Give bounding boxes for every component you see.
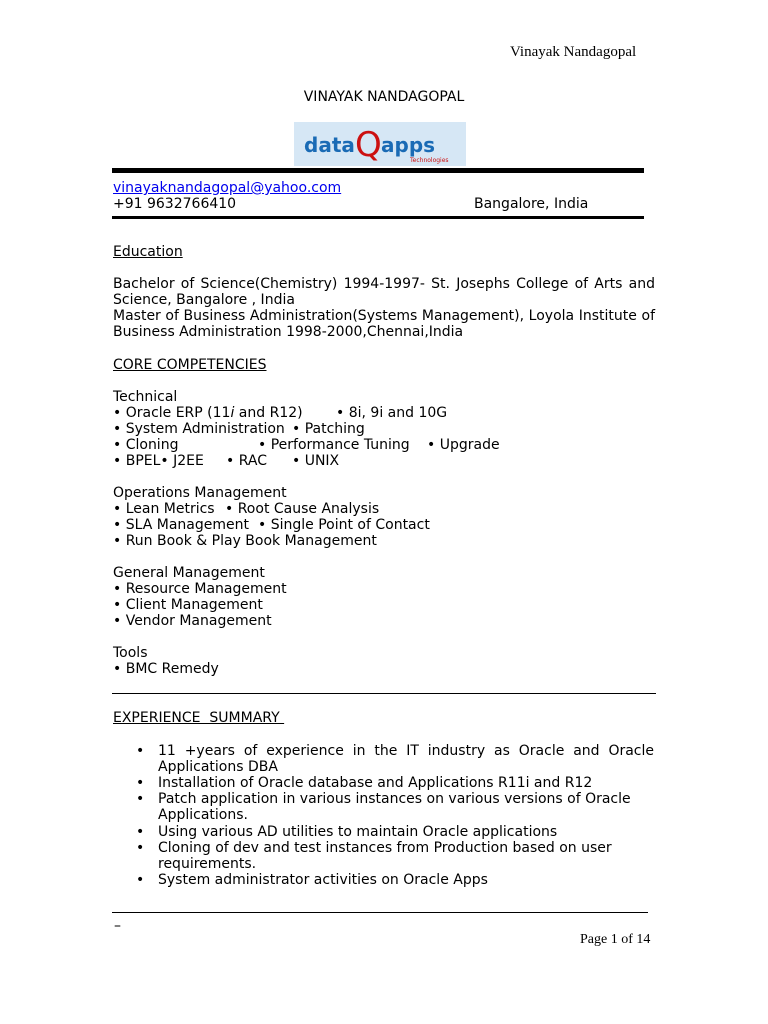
core-competencies-heading: CORE COMPETENCIES [113,357,267,373]
svg-text:Technologies: Technologies [410,157,449,164]
section-divider [112,693,656,694]
skill-unix: • UNIX [292,453,340,469]
skill-oracle-erp: • Oracle ERP (11i and R12) [113,405,303,421]
skill-upgrade: • Upgrade [427,437,500,453]
technical-row-3 [113,437,500,453]
tools-label: Tools [113,645,148,661]
footer-rule [112,912,648,913]
skill-bpel-j2ee: • BPEL• J2EE [113,453,204,469]
experience-item: • Using various AD utilities to maintain Oracle applications [136,824,558,840]
bullet-dot: • [136,872,145,888]
skill-db-versions: • 8i, 9i and 10G [336,405,448,421]
technical-label: Technical [113,389,178,405]
company-logo [294,122,466,166]
education-line-2: Master of Business Administration(Systems Management), Loyola Institute of Business Administration 1998-2000,Chennai,India [113,308,655,340]
education-heading: Education [113,244,183,260]
running-header-name: Vinayak Nandagopal [510,44,637,60]
bullet-dot: • [136,791,145,807]
bullet-dot: • [136,824,145,840]
footer-dash: – [114,918,121,934]
experience-item: • System administrator activities on Oracle Apps [136,872,488,888]
tools-item: • BMC Remedy [113,661,219,677]
general-item: • Vendor Management [113,613,272,629]
skill-spoc: • Single Point of Contact [258,517,430,533]
email-link[interactable]: vinayaknandagopal@yahoo.com [113,180,342,196]
skill-lean-metrics: • Lean Metrics [113,501,215,517]
svg-text:data: data [304,133,355,157]
skill-rac: • RAC [226,453,267,469]
experience-item: • Installation of Oracle database and Applications R11i and R12 [136,775,593,791]
bullet-dot: • [136,775,145,791]
general-management-label: General Management [113,565,265,581]
bullet-dot: • [136,743,145,759]
technical-row-4 [113,453,340,469]
experience-item: • 11 +years of experience in the IT industry as Oracle and Oracle Applications DBA [136,743,654,775]
skill-cloning: • Cloning [113,437,179,453]
technical-row-2 [113,421,365,437]
operations-row-1 [113,501,380,517]
skill-runbook: • Run Book & Play Book Management [113,533,377,549]
operations-label: Operations Management [113,485,287,501]
page-number: Page 1 of 14 [580,932,651,947]
technical-row-1 [113,405,448,421]
phone-number: +91 9632766410 [113,196,237,212]
experience-item: • Patch application in various instances on various versions of Oracle Applications. [136,791,631,823]
operations-row-2 [113,517,430,533]
skill-sysadmin: • System Administration [113,421,285,437]
general-item: • Client Management [113,597,263,613]
resume-title: VINAYAK NANDAGOPAL [303,89,465,105]
skill-sla: • SLA Management [113,517,249,533]
general-item: • Resource Management [113,581,287,597]
experience-heading: EXPERIENCE SUMMARY [113,710,285,726]
contact-rule [112,216,644,219]
operations-row-3 [113,533,377,549]
svg-text:apps: apps [381,133,436,157]
location: Bangalore, India [474,196,589,212]
header-rule [112,168,644,173]
skill-performance-tuning: • Performance Tuning [258,437,410,453]
skill-rca: • Root Cause Analysis [225,501,380,517]
education-line-1: Bachelor of Science(Chemistry) 1994-1997- St. Josephs College of Arts and Science, Bangalore , India [113,276,655,308]
svg-text:Q: Q [355,125,382,165]
bullet-dot: • [136,840,145,856]
experience-item: • Cloning of dev and test instances from Production based on user requirements. [136,840,612,872]
skill-patching: • Patching [292,421,365,437]
